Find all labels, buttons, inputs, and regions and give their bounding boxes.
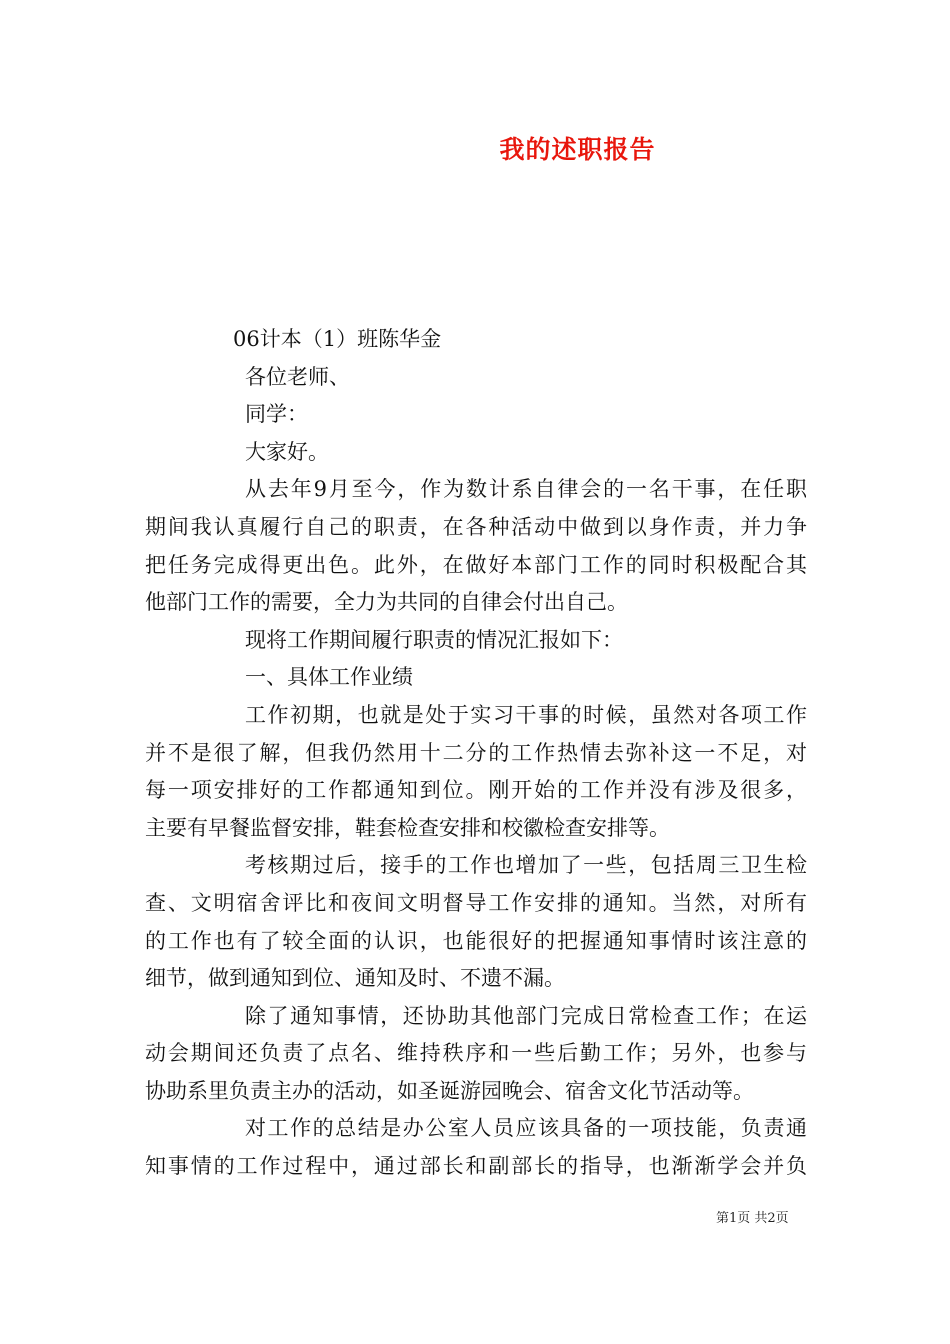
paragraph-line: 细节，做到通知到位、通知及时、不遗不漏。 (145, 966, 565, 991)
paragraph-2: 现将工作期间履行职责的情况汇报如下： (245, 627, 623, 652)
paragraph-line: 从去年9月至今，作为数计系自律会的一名干事，在任职 (245, 477, 807, 502)
paragraph-line: 对工作的总结是办公室人员应该具备的一项技能，负责通 (245, 1116, 807, 1141)
document-title: 我的述职报告 (499, 135, 656, 164)
paragraph-line: 知事情的工作过程中，通过部长和副部长的指导，也渐渐学会并负 (145, 1154, 807, 1179)
paragraph-line: 查、文明宿舍评比和夜间文明督导工作安排的通知。当然，对所有 (145, 890, 807, 915)
salutation-line-1: 各位老师、 (245, 364, 350, 389)
paragraph-line: 工作初期，也就是处于实习干事的时候，虽然对各项工作 (245, 702, 807, 727)
salutation-line-2: 同学： (245, 402, 308, 427)
paragraph-line: 考核期过后，接手的工作也增加了一些，包括周三卫生检 (245, 853, 807, 878)
paragraph-line: 的工作也有了较全面的认识，也能很好的把握通知事情时该注意的 (145, 928, 807, 953)
paragraph-line: 每一项安排好的工作都通知到位。刚开始的工作并没有涉及很多， (145, 778, 807, 803)
paragraph-line: 他部门工作的需要，全力为共同的自律会付出自己。 (145, 590, 628, 615)
paragraph-line: 把任务完成得更出色。此外，在做好本部门工作的同时积极配合其 (145, 552, 807, 577)
author-line: 06计本（1）班陈华金 (233, 327, 442, 351)
paragraph-line: 除了通知事情，还协助其他部门完成日常检查工作；在运 (245, 1003, 807, 1028)
paragraph-6 (145, 1110, 807, 1185)
paragraph-3 (145, 697, 807, 847)
greeting-line: 大家好。 (245, 439, 329, 464)
paragraph-5 (145, 998, 807, 1111)
paragraph-line: 协助系里负责主办的活动，如圣诞游园晚会、宿舍文化节活动等。 (145, 1078, 754, 1103)
paragraph-line: 动会期间还负责了点名、维持秩序和一些后勤工作；另外，也参与 (145, 1041, 807, 1066)
paragraph-1 (145, 471, 807, 621)
document-body (145, 321, 807, 1186)
paragraph-line: 主要有早餐监督安排，鞋套检查安排和校徽检查安排等。 (145, 815, 670, 840)
paragraph-line: 期间我认真履行自己的职责，在各种活动中做到以身作责，并力争 (145, 514, 807, 539)
paragraph-4 (145, 847, 807, 997)
section-heading: 一、具体工作业绩 (245, 665, 413, 690)
page-number: 第1页 共2页 (716, 1211, 789, 1226)
paragraph-line: 并不是很了解，但我仍然用十二分的工作热情去弥补这一不足，对 (145, 740, 807, 765)
